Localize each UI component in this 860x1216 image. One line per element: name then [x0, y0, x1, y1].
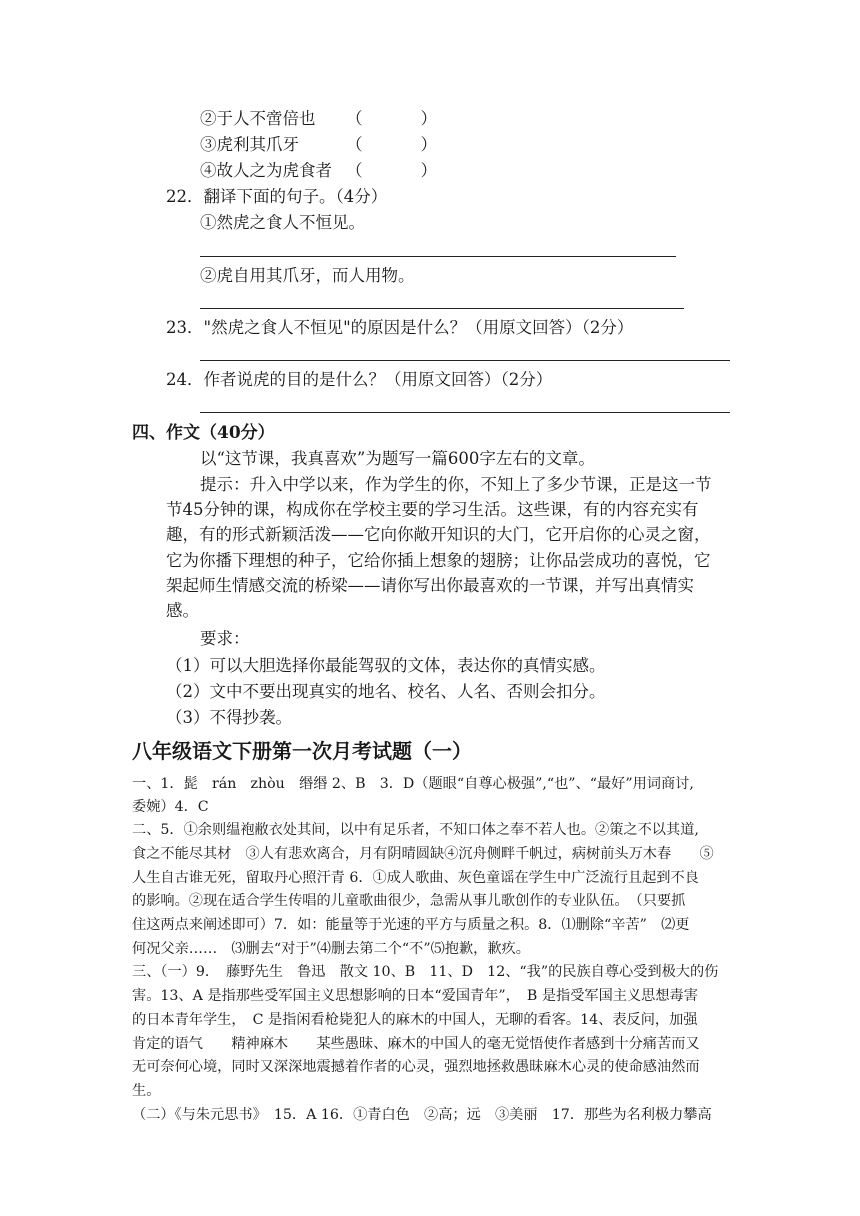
q21-item-3: ③虎利其爪牙 （ ） — [200, 135, 437, 154]
answer-line: 二、5．①余则缊袍敝衣处其间，以中有足乐者，不知口体之奉不若人也。②策之不以其道, — [132, 822, 699, 838]
answer-line: 的日本青年学生， C 是指闲看枪毙犯人的麻木的中国人，无聊的看客。14、表反问，加强 — [132, 1012, 698, 1028]
essay-requirements-label: 要求： — [200, 629, 250, 648]
q23-stem: 23．"然虎之食人不恒见"的原因是什么？（用原文回答）（2分） — [166, 318, 634, 337]
answer-line: 肯定的语气 精神麻木 某些愚昧、麻木的中国人的毫无觉悟使作者感到十分痛苦而又 — [132, 1036, 700, 1052]
essay-requirement: （3）不得抄袭。 — [166, 708, 292, 727]
answer-line: 害。13、A 是指那些受军国主义思想影响的日本“爱国青年”， B 是指受军国主义思想毒害 — [132, 988, 698, 1004]
q23-answer-line[interactable] — [200, 360, 730, 361]
answer-line: 食之不能尽其材 ③人有悲欢离合，月有阴晴圆缺④沉舟侧畔千帆过，病树前头万木春 ⑤ — [132, 846, 714, 862]
q22-sentence-2: ②虎自用其爪牙，而人用物。 — [200, 266, 415, 285]
answer-line: 生。 — [132, 1083, 161, 1099]
answer-line: 三、（一）9． 藤野先生 鲁迅 散文 10、B 11、D 12、“我”的民族自尊心受到极大的伤 — [132, 964, 719, 980]
answer-line: 何况父亲…… ⑶删去“对于”⑷删去第二个“不”⑸抱歉，歉疚。 — [132, 941, 530, 957]
essay-requirement: （1）可以大胆选择你最能驾驭的文体，表达你的真情实感。 — [166, 656, 606, 675]
essay-hint-line: 架起师生情感交流的桥梁——请你写出你最喜欢的一节课，并写出真情实 — [166, 576, 694, 595]
q24-answer-line[interactable] — [200, 412, 730, 413]
answer-line: 委婉）4．C — [132, 799, 209, 815]
q22-answer-line-1[interactable] — [200, 256, 676, 257]
essay-requirement: （2）文中不要出现真实的地名、校名、人名、否则会扣分。 — [166, 682, 606, 701]
q22-answer-line-2[interactable] — [200, 308, 684, 309]
essay-hint-line: 感。 — [166, 601, 199, 620]
answer-line: 一、1．髭 rán zhòu 缗缗 2、B 3．D（题眼“自尊心极强”,“也”、“最好”用词商讨, — [132, 776, 694, 792]
essay-hint-line: 它为你播下理想的种子，它给你插上想象的翅膀；让你品尝成功的喜悦，它 — [166, 551, 711, 570]
essay-hint-line: 提示：升入中学以来，作为学生的你，不知上了多少节课，正是这一节 — [200, 475, 712, 494]
essay-heading: 四、作文（40分） — [132, 423, 275, 443]
answer-line: 的影响。②现在适合学生传唱的儿童歌曲很少，急需从事儿歌创作的专业队伍。 （只要抓 — [132, 893, 686, 909]
q24-stem: 24．作者说虎的目的是什么？（用原文回答）（2分） — [166, 370, 553, 389]
q21-item-2: ②于人不啻倍也 （ ） — [200, 109, 437, 128]
answer-line: 人生自古谁无死，留取丹心照汗青 6．①成人歌曲、灰色童谣在学生中广泛流行且起到不良 — [132, 870, 699, 886]
answer-line: 住这两点来阐述即可）7．如：能量等于光速的平方与质量之积。8．⑴删除“辛苦” ⑵更 — [132, 917, 690, 933]
essay-hint-line: 趣，有的形式新颖活泼——它向你敞开知识的大门，它开启你的心灵之窗， — [166, 525, 711, 544]
essay-hint-line: 节45分钟的课，构成你在学校主要的学习生活。这些课，有的内容充实有 — [166, 500, 699, 519]
answer-line: 无可奈何心境，同时又深深地震撼着作者的心灵，强烈地拯救愚昧麻木心灵的使命感油然而 — [132, 1059, 700, 1075]
essay-prompt: 以“这节课，我真喜欢”为题写一篇600字左右的文章。 — [200, 449, 595, 468]
answer-line: （二）《与朱元思书》 15．A 16．①青白色 ②高；远 ③美丽 17．那些为名利极力攀高 — [132, 1107, 712, 1123]
answer-key-title: 八年级语文下册第一次月考试题（一） — [132, 739, 472, 763]
q22-stem: 22．翻译下面的句子。（4分） — [166, 187, 388, 206]
q22-sentence-1: ①然虎之食人不恒见。 — [200, 213, 365, 232]
q21-item-4: ④故人之为虎食者 （ ） — [200, 161, 437, 180]
